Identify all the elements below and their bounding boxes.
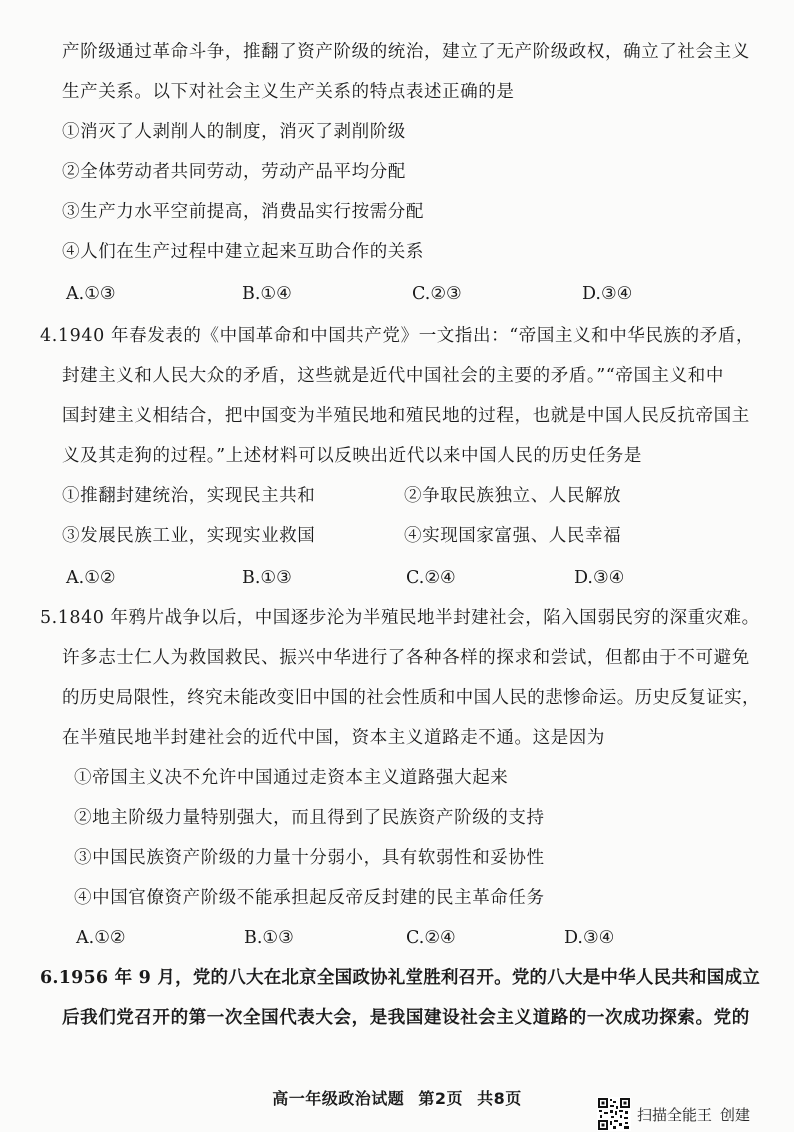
q5-option-d: D.③④ [564, 928, 615, 948]
q5-option-c: C.②④ [406, 928, 456, 948]
q3-line-2: 生产关系。以下对社会主义生产关系的特点表述正确的是 [62, 82, 515, 102]
q4-item-2: ②争取民族独立、人民解放 [404, 486, 622, 506]
q5-line-1: 5.1840 年鸦片战争以后，中国逐步沦为半殖民地半封建社会，陷入国弱民穷的深重灾难。 [40, 608, 760, 628]
q3-item-3: ③生产力水平空前提高，消费品实行按需分配 [62, 202, 424, 222]
q5-item-2: ②地主阶级力量特别强大，而且得到了民族资产阶级的支持 [74, 808, 545, 828]
qr-code-icon [597, 1097, 631, 1131]
q3-option-a: A.①③ [66, 284, 116, 304]
scanner-watermark [597, 1096, 758, 1132]
q4-option-d: D.③④ [574, 568, 625, 588]
footer-title: 高一年级政治试题 [272, 1089, 405, 1108]
q5-line-2: 许多志士仁人为救国救民、振兴中华进行了各种各样的探求和尝试，但都由于不可避免 [62, 648, 750, 668]
q4-line-3: 国封建主义相结合，把中国变为半殖民地和殖民地的过程，也就是中国人民反抗帝国主 [62, 406, 750, 426]
q4-option-b: B.①③ [242, 568, 292, 588]
q3-option-d: D.③④ [582, 284, 633, 304]
q6-line-1: 6.1956 年 9 月，党的八大在北京全国政协礼堂胜利召开。党的八大是中华人民共和国成立 [40, 968, 760, 988]
q3-item-2: ②全体劳动者共同劳动，劳动产品平均分配 [62, 162, 406, 182]
q5-item-1: ①帝国主义决不允许中国通过走资本主义道路强大起来 [74, 768, 509, 788]
q4-option-c: C.②④ [406, 568, 456, 588]
q4-option-a: A.①② [66, 568, 116, 588]
footer-total: 共8页 [477, 1089, 522, 1108]
q4-line-1: 4.1940 年春发表的《中国革命和中国共产党》一文指出：“帝国主义和中华民族的矛盾， [40, 326, 755, 346]
q4-line-4: 义及其走狗的过程。”上述材料可以反映出近代以来中国人民的历史任务是 [62, 446, 642, 466]
q3-item-4: ④人们在生产过程中建立起来互助合作的关系 [62, 242, 424, 262]
watermark-brand: 扫描全能王 [637, 1105, 713, 1124]
q5-item-3: ③中国民族资产阶级的力量十分弱小，具有软弱性和妥协性 [74, 848, 545, 868]
q3-line-1: 产阶级通过革命斗争，推翻了资产阶级的统治，建立了无产阶级政权，确立了社会主义 [62, 42, 750, 62]
q5-option-a: A.①② [76, 928, 126, 948]
footer-page: 第2页 [418, 1089, 463, 1108]
q5-item-4: ④中国官僚资产阶级不能承担起反帝反封建的民主革命任务 [74, 888, 545, 908]
watermark-action: 创建 [720, 1105, 751, 1124]
q5-line-4: 在半殖民地半封建社会的近代中国，资本主义道路走不通。这是因为 [62, 728, 605, 748]
q4-item-3: ③发展民族工业，实现实业救国 [62, 526, 316, 546]
q4-item-1: ①推翻封建统治，实现民主共和 [62, 486, 316, 506]
q4-item-4: ④实现国家富强、人民幸福 [404, 526, 622, 546]
q3-option-b: B.①④ [242, 284, 292, 304]
q6-line-2: 后我们党召开的第一次全国代表大会，是我国建设社会主义道路的一次成功探索。党的 [62, 1008, 750, 1028]
q5-line-3: 的历史局限性，终究未能改变旧中国的社会性质和中国人民的悲惨命运。历史反复证实， [62, 688, 760, 708]
q3-item-1: ①消灭了人剥削人的制度，消灭了剥削阶级 [62, 122, 406, 142]
q5-option-b: B.①③ [244, 928, 294, 948]
q4-line-2: 封建主义和人民大众的矛盾，这些就是近代中国社会的主要的矛盾。”“帝国主义和中 [62, 366, 724, 386]
q3-option-c: C.②③ [412, 284, 462, 304]
